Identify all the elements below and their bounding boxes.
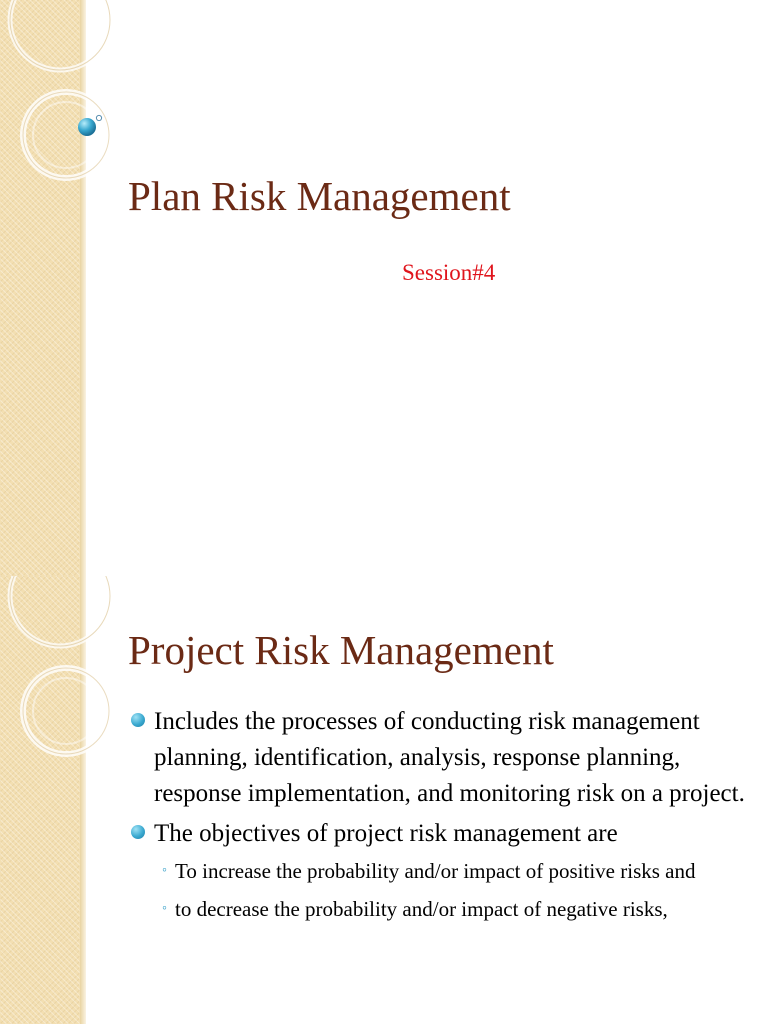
sub-bullet-text: to decrease the probability and/or impact of negative risks, xyxy=(175,897,668,921)
hollow-circle-icon: ◦ xyxy=(162,863,167,878)
decorative-arcs-icon xyxy=(0,0,130,200)
bullet-list xyxy=(128,704,748,932)
decorative-arcs-icon xyxy=(0,576,130,776)
sub-bullet-text: To increase the probability and/or impact of positive risks and xyxy=(175,859,696,883)
bullet-item xyxy=(128,704,748,812)
slide-subtitle: Session#4 xyxy=(402,260,496,285)
bullet-item xyxy=(128,816,748,924)
slide-title: Plan Risk Management xyxy=(128,173,511,219)
blue-orb-icon xyxy=(131,825,145,839)
sub-bullet-item xyxy=(156,894,748,924)
hollow-circle-icon: ◦ xyxy=(162,901,167,916)
sub-bullet-list xyxy=(156,856,748,924)
orb-icon xyxy=(78,118,96,136)
bullet-text: Includes the processes of conducting risk management planning, identification, analysis, response planning, response implementation, and monitoring risk on a project. xyxy=(154,708,745,807)
bullet-text: The objectives of project risk management are xyxy=(154,820,618,847)
slide-title: Project Risk Management xyxy=(128,627,554,673)
sub-bullet-item xyxy=(156,856,748,886)
slide-2 xyxy=(0,576,768,1024)
blue-orb-icon xyxy=(131,713,145,727)
